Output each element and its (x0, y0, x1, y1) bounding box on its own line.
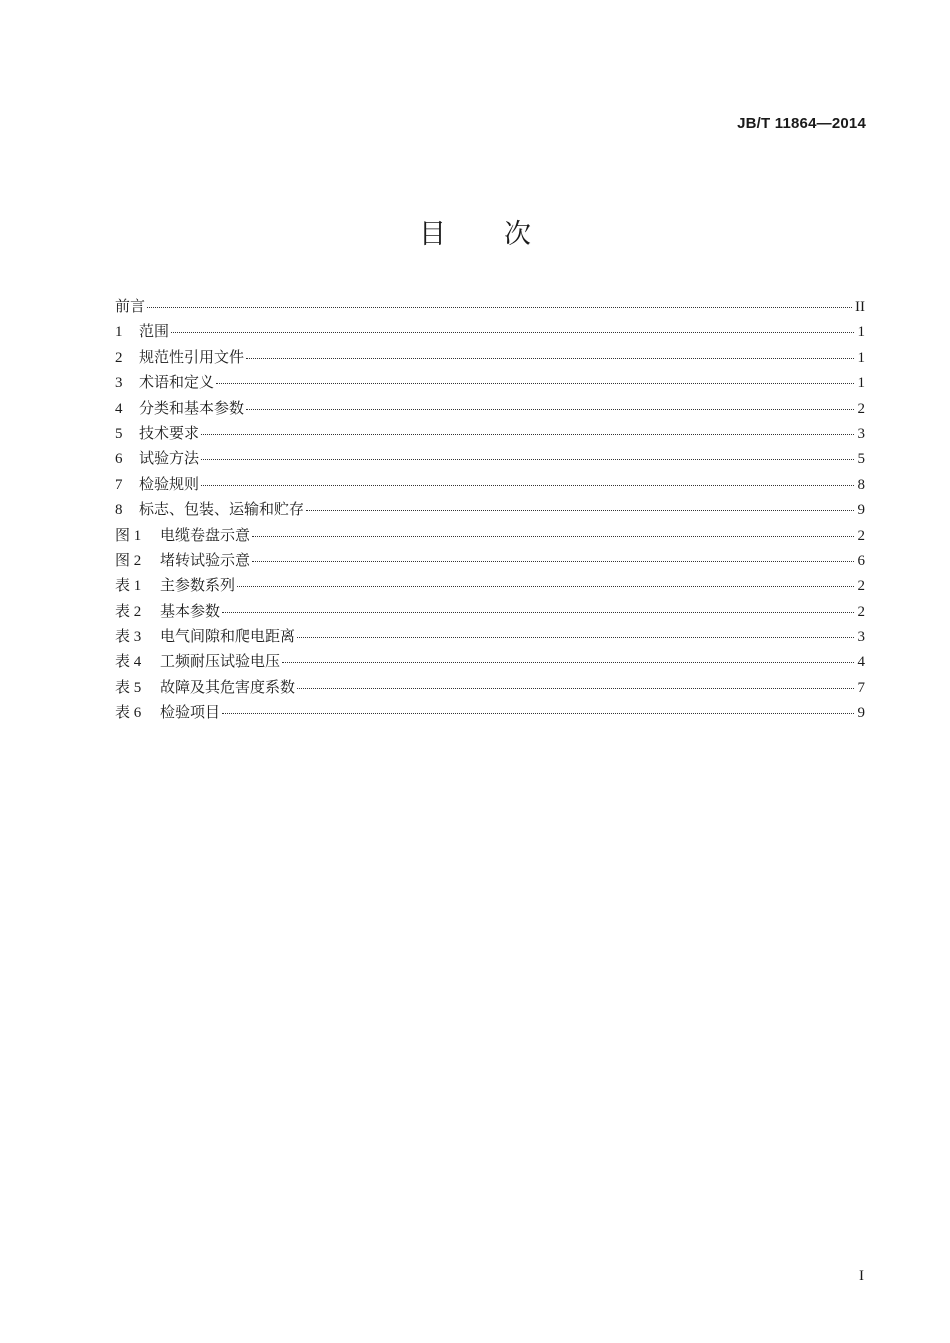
toc-page: 1 (857, 349, 865, 366)
toc-number: 2 (115, 349, 123, 366)
toc-number: 表 4 (115, 654, 142, 671)
toc-leader (171, 332, 854, 333)
toc-label: 堵转试验示意 (160, 550, 251, 569)
toc-page: 1 (857, 375, 865, 392)
toc-leader (246, 409, 854, 410)
title-char-2: 次 (504, 219, 531, 250)
toc-number: 1 (115, 324, 123, 341)
toc-number: 表 1 (115, 578, 142, 595)
toc-leader (297, 637, 854, 638)
toc-number: 8 (115, 502, 123, 519)
toc-label: 标志、包装、运输和贮存 (139, 500, 305, 519)
toc-leader (252, 536, 854, 537)
toc-page: 9 (857, 502, 865, 519)
toc-page: 2 (857, 603, 865, 620)
toc-page: 5 (857, 451, 865, 468)
toc-number: 图 2 (115, 552, 142, 569)
toc-label: 工频耐压试验电压 (160, 652, 281, 671)
toc-entry-table-4[interactable] (115, 650, 865, 675)
toc-entry-7[interactable] (115, 473, 865, 498)
toc-entry-table-1[interactable] (115, 574, 865, 599)
title-char-1: 目 (419, 219, 446, 250)
toc-leader (201, 485, 854, 486)
toc-leader (222, 612, 854, 613)
toc-page: 1 (857, 324, 865, 341)
toc-number: 4 (115, 400, 123, 417)
toc-entry-3[interactable] (115, 371, 865, 396)
toc-number: 表 5 (115, 679, 142, 696)
toc-page: 6 (857, 552, 865, 569)
toc-number: 5 (115, 425, 123, 442)
toc-label: 检验规则 (139, 474, 200, 493)
toc-number: 表 3 (115, 629, 142, 646)
toc-number: 表 6 (115, 705, 142, 722)
toc-label: 范围 (139, 322, 170, 341)
toc-entry-6[interactable] (115, 447, 865, 472)
toc-entry-foreword[interactable] (115, 295, 865, 320)
toc-label: 试验方法 (139, 449, 200, 468)
toc-entry-table-2[interactable] (115, 600, 865, 625)
toc-label: 主参数系列 (160, 576, 236, 595)
toc-label: 检验项目 (160, 703, 221, 722)
toc-entry-table-5[interactable] (115, 676, 865, 701)
toc-leader (306, 510, 854, 511)
toc-page: 9 (857, 705, 865, 722)
toc-page: 2 (857, 400, 865, 417)
toc-number: 3 (115, 375, 123, 392)
toc-label: 故障及其危害度系数 (160, 677, 296, 696)
toc-number: 6 (115, 451, 123, 468)
toc-leader (222, 713, 854, 714)
toc-page: 4 (857, 654, 865, 671)
toc-leader (201, 434, 854, 435)
toc-label: 技术要求 (139, 423, 200, 442)
toc-label: 规范性引用文件 (139, 347, 245, 366)
toc-entry-5[interactable] (115, 422, 865, 447)
toc-page: 2 (857, 578, 865, 595)
toc-label: 分类和基本参数 (139, 398, 245, 417)
standard-code: JB/T 11864—2014 (737, 115, 866, 132)
toc-leader (252, 561, 854, 562)
toc-leader (216, 383, 854, 384)
table-of-contents (115, 295, 865, 727)
toc-page: 2 (857, 527, 865, 544)
toc-label: 基本参数 (160, 601, 221, 620)
toc-page: 7 (857, 679, 865, 696)
toc-leader (147, 307, 852, 308)
toc-number: 图 1 (115, 527, 142, 544)
toc-label: 电气间隙和爬电距离 (160, 627, 296, 646)
toc-entry-8[interactable] (115, 498, 865, 523)
toc-label: 术语和定义 (139, 373, 215, 392)
toc-leader (237, 586, 854, 587)
toc-entry-table-3[interactable] (115, 625, 865, 650)
toc-number: 表 2 (115, 603, 142, 620)
toc-page: 3 (857, 629, 865, 646)
page-number: I (859, 1268, 864, 1284)
toc-leader (297, 688, 854, 689)
toc-entry-table-6[interactable] (115, 701, 865, 726)
toc-label: 电缆卷盘示意 (160, 525, 251, 544)
toc-entry-4[interactable] (115, 397, 865, 422)
toc-label: 前言 (115, 297, 146, 315)
page-title (0, 212, 950, 251)
toc-page: 3 (857, 425, 865, 442)
toc-page: II (855, 299, 865, 315)
toc-leader (201, 459, 854, 460)
toc-entry-1[interactable] (115, 320, 865, 345)
toc-leader (246, 358, 854, 359)
toc-entry-figure-2[interactable] (115, 549, 865, 574)
toc-entry-2[interactable] (115, 346, 865, 371)
toc-number: 7 (115, 476, 123, 493)
toc-page: 8 (857, 476, 865, 493)
toc-entry-figure-1[interactable] (115, 524, 865, 549)
toc-leader (282, 662, 854, 663)
